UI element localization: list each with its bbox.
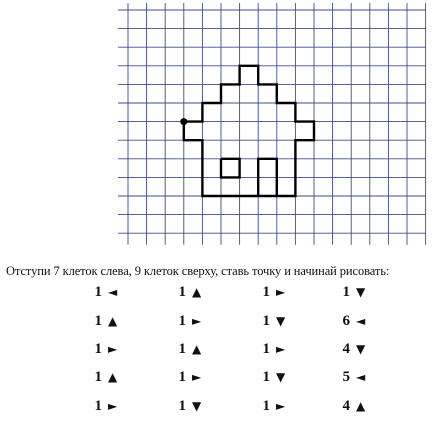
command-step — [256, 396, 285, 416]
step-count: 6 — [342, 313, 350, 329]
command-step — [256, 339, 285, 359]
house-drawing — [180, 66, 314, 196]
arrow-left-icon: ◄ — [108, 285, 118, 299]
command-step — [88, 311, 117, 331]
arrow-right-icon: ► — [276, 285, 286, 299]
arrow-down-icon: ▼ — [276, 370, 286, 384]
house-window — [221, 159, 240, 178]
arrow-left-icon: ◄ — [356, 370, 366, 384]
step-count: 1 — [262, 284, 270, 300]
command-step — [256, 367, 285, 387]
start-dot — [180, 118, 187, 125]
command-step — [336, 396, 365, 416]
command-step — [336, 339, 365, 359]
command-step — [172, 282, 201, 302]
command-step — [336, 367, 365, 387]
arrow-right-icon: ► — [192, 314, 202, 328]
step-count: 1 — [94, 313, 102, 329]
arrow-down-icon: ▼ — [276, 314, 286, 328]
step-count: 1 — [94, 369, 102, 385]
command-step — [172, 367, 201, 387]
command-step — [88, 339, 117, 359]
step-count: 1 — [178, 313, 186, 329]
arrow-up-icon: ▲ — [108, 370, 118, 384]
command-step — [336, 282, 365, 302]
step-count: 1 — [94, 284, 102, 300]
command-step — [256, 282, 285, 302]
command-step — [172, 396, 201, 416]
step-count: 5 — [342, 369, 350, 385]
step-count: 4 — [342, 341, 350, 357]
step-count: 1 — [262, 313, 270, 329]
instruction-text: Отступи 7 клеток слева, 9 клеток сверху, ставь точку и начинай рисовать: — [6, 264, 390, 278]
step-count: 1 — [262, 341, 270, 357]
step-count: 1 — [94, 398, 102, 414]
arrow-right-icon: ► — [108, 342, 118, 356]
arrow-up-icon: ▲ — [108, 314, 118, 328]
arrow-down-icon: ▼ — [356, 285, 366, 299]
step-count: 1 — [178, 341, 186, 357]
arrow-left-icon: ◄ — [356, 314, 366, 328]
command-step — [256, 311, 285, 331]
arrow-up-icon: ▲ — [192, 342, 202, 356]
command-step — [336, 311, 365, 331]
arrow-down-icon: ▼ — [192, 399, 202, 413]
arrow-down-icon: ▼ — [356, 342, 366, 356]
step-count: 1 — [94, 341, 102, 357]
command-step — [88, 367, 117, 387]
command-step — [172, 339, 201, 359]
step-count: 1 — [342, 284, 350, 300]
command-step — [88, 396, 117, 416]
arrow-right-icon: ► — [276, 342, 286, 356]
step-count: 1 — [262, 398, 270, 414]
arrow-right-icon: ► — [108, 399, 118, 413]
arrow-right-icon: ► — [276, 399, 286, 413]
step-count: 4 — [342, 398, 350, 414]
arrow-right-icon: ► — [192, 370, 202, 384]
step-count: 1 — [178, 284, 186, 300]
step-count: 1 — [178, 398, 186, 414]
grid-lines — [118, 3, 426, 250]
command-step — [88, 282, 117, 302]
command-step — [172, 311, 201, 331]
step-count: 1 — [178, 369, 186, 385]
house-outline — [184, 66, 314, 196]
arrow-up-icon: ▲ — [356, 399, 366, 413]
arrow-up-icon: ▲ — [192, 285, 202, 299]
step-count: 1 — [262, 369, 270, 385]
